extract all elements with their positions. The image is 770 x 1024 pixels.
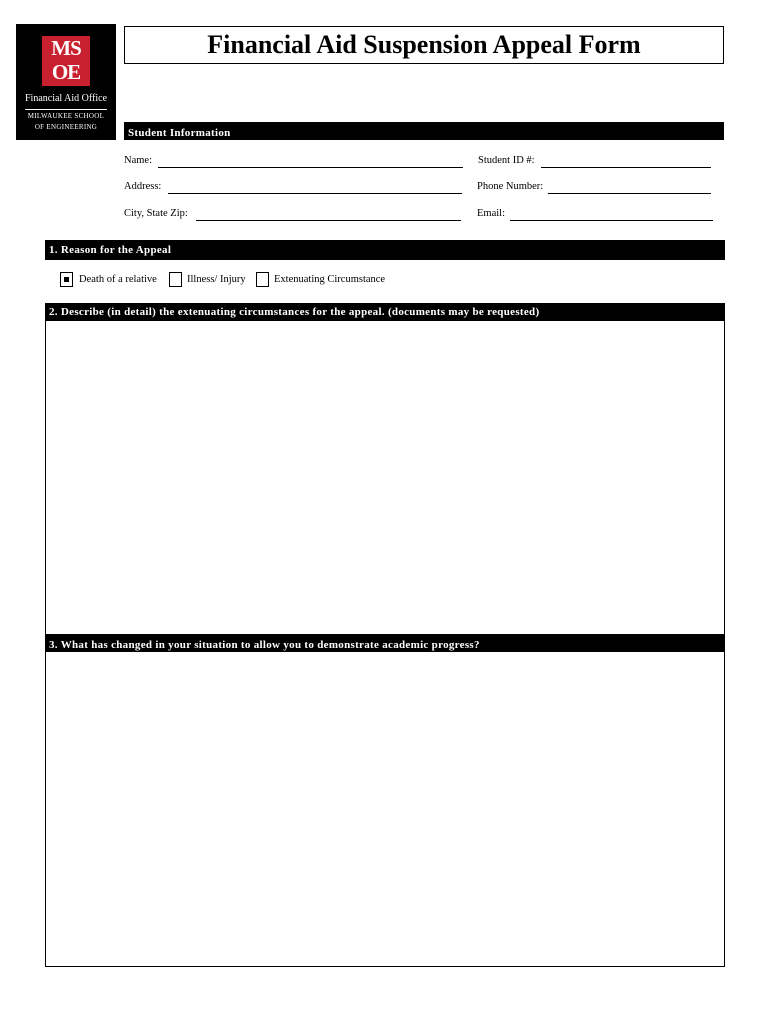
extenuating-circumstance-label: Extenuating Circumstance: [274, 274, 386, 285]
academic-progress-header-label: 3. What has changed in your situation to allow you to demonstrate academic progress?: [49, 639, 480, 651]
student-id-field[interactable]: [541, 167, 711, 168]
reason-header-label: 1. Reason for the Appeal: [49, 244, 172, 256]
circumstances-header: [45, 303, 725, 321]
city-state-zip-field[interactable]: [196, 220, 461, 221]
logo-divider: [25, 109, 107, 110]
illness-injury-checkbox[interactable]: [169, 272, 182, 287]
logo-office-name: Financial Aid Office: [24, 93, 108, 104]
form-title: Financial Aid Suspension Appeal Form: [207, 30, 641, 59]
msoe-logo: [16, 24, 116, 140]
phone-label: Phone Number:: [477, 181, 544, 192]
death-of-relative-label: Death of a relative: [79, 274, 157, 285]
extenuating-circumstance-checkbox[interactable]: [256, 272, 269, 287]
death-of-relative-checkbox[interactable]: [60, 272, 73, 287]
reason-header: [45, 240, 725, 260]
address-field[interactable]: [168, 193, 462, 194]
circumstances-textarea[interactable]: [45, 303, 725, 635]
logo-school-line2: OF ENGINEERING: [34, 123, 98, 131]
illness-injury-label: Illness/ Injury: [187, 274, 246, 285]
name-field[interactable]: [158, 167, 463, 168]
logo-letters-top: MS: [51, 36, 81, 60]
circumstances-header-label: 2. Describe (in detail) the extenuating circumstances for the appeal. (documents may be requested): [49, 306, 540, 318]
logo-letters-bottom: OE: [51, 60, 81, 84]
academic-progress-textarea[interactable]: [45, 634, 725, 967]
phone-field[interactable]: [548, 193, 711, 194]
city-state-zip-label: City, State Zip:: [124, 208, 188, 219]
logo-school-line1: MILWAUKEE SCHOOL: [27, 112, 105, 120]
student-info-header: [124, 122, 724, 140]
email-label: Email:: [477, 208, 505, 219]
address-label: Address:: [124, 181, 162, 192]
name-label: Name:: [124, 155, 152, 166]
title-box: [124, 26, 724, 64]
academic-progress-header: [45, 634, 725, 652]
student-id-label: Student ID #:: [478, 155, 535, 166]
email-field[interactable]: [510, 220, 713, 221]
logo-mark: [42, 36, 90, 86]
student-info-header-label: Student Information: [128, 127, 231, 139]
